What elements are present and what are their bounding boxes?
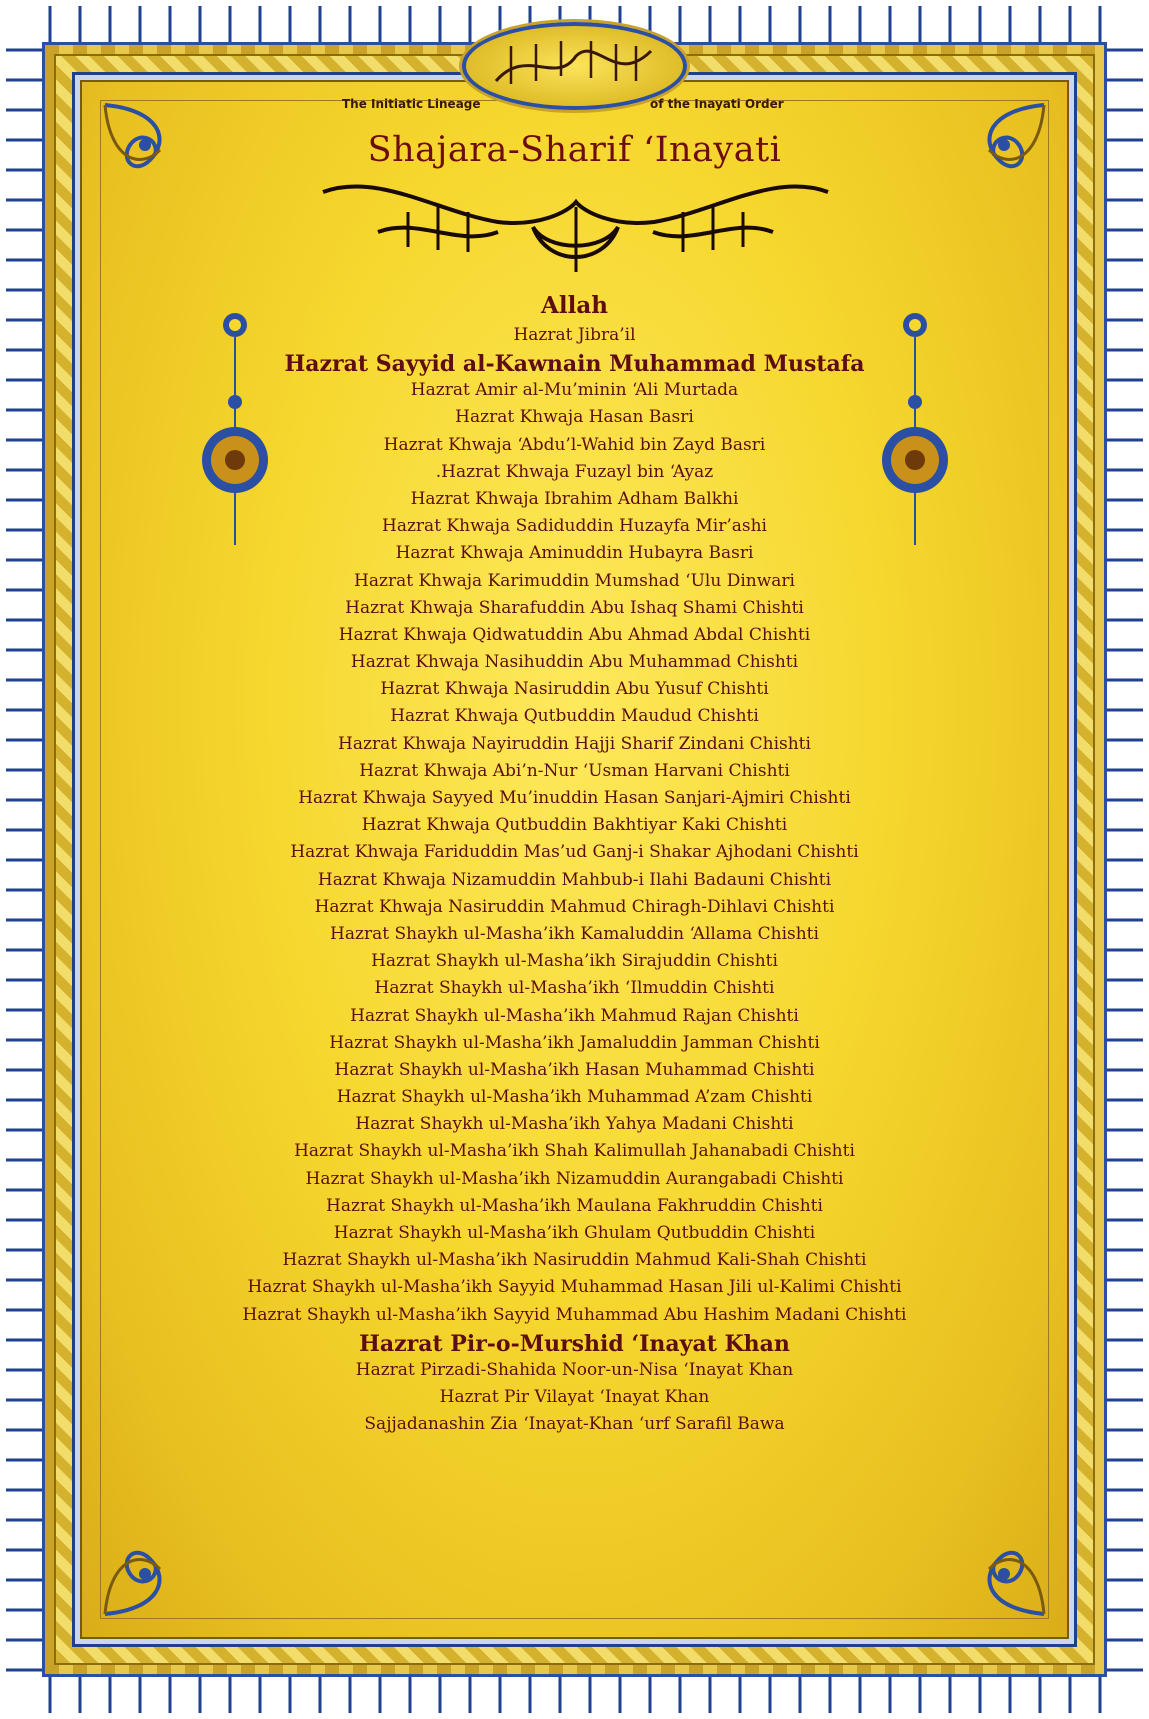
- lineage-item: Hazrat Shaykh ul-Masha’ikh Sirajuddin Chishti: [371, 951, 778, 972]
- subtitle-left: The Initiatic Lineage: [342, 97, 481, 111]
- lineage-item: Hazrat Khwaja Abi’n-Nur ‘Usman Harvani Chishti: [359, 760, 790, 781]
- lineage-item: Hazrat Khwaja Sadiduddin Huzayfa Mir’ashi: [382, 516, 767, 537]
- lineage-item: Hazrat Khwaja Karimuddin Mumshad ‘Ulu Dinwari: [354, 570, 795, 591]
- corner-ornament-top-left: [100, 100, 250, 250]
- lineage-item: Hazrat Shaykh ul-Masha’ikh Sayyid Muhammad Hasan Jili ul-Kalimi Chishti: [247, 1277, 902, 1298]
- lineage-item: Hazrat Khwaja Sayyed Mu’inuddin Hasan Sanjari-Ajmiri Chishti: [298, 788, 851, 808]
- lineage-item: Hazrat Khwaja Fariduddin Mas’ud Ganj-i Shakar Ajhodani Chishti: [290, 842, 859, 863]
- lineage-item: Hazrat Shaykh ul-Masha’ikh Yahya Madani Chishti: [355, 1114, 794, 1135]
- lineage-item: Hazrat Khwaja Nasihuddin Abu Muhammad Chishti: [350, 652, 799, 673]
- lineage-item: Hazrat Khwaja Nasiruddin Abu Yusuf Chishti: [380, 679, 769, 700]
- subtitle-right: of the Inayati Order: [650, 97, 784, 111]
- lineage-item: Hazrat Khwaja Hasan Basri: [455, 407, 694, 428]
- lineage-item: Hazrat Shaykh ul-Masha’ikh ‘Ilmuddin Chishti: [374, 978, 775, 999]
- lineage-item: Allah: [541, 292, 608, 319]
- lineage-item: Hazrat Khwaja Nasiruddin Mahmud Chiragh-Dihlavi Chishti: [314, 896, 835, 917]
- lineage-item: Hazrat Khwaja Ibrahim Adham Balkhi: [410, 488, 739, 509]
- lineage-item: Hazrat Shaykh ul-Masha’ikh Nizamuddin Aurangabadi Chishti: [305, 1168, 844, 1189]
- lineage-item: Hazrat Shaykh ul-Masha’ikh Mahmud Rajan Chishti: [350, 1005, 799, 1026]
- lineage-item: Hazrat Shaykh ul-Masha’ikh Maulana Fakhruddin Chishti: [326, 1195, 823, 1216]
- lineage-item: Hazrat Khwaja Nayiruddin Hajji Sharif Zindani Chishti: [338, 733, 811, 754]
- lineage-item: Hazrat Pirzadi-Shahida Noor-un-Nisa ‘Inayat Khan: [355, 1359, 794, 1380]
- lineage-item: Hazrat Shaykh ul-Masha’ikh Kamaluddin ‘Allama Chishti: [330, 923, 819, 944]
- lineage-item: Sajjadanashin Zia ‘Inayat-Khan ‘urf Sarafil Bawa: [364, 1414, 785, 1435]
- lineage-item: Hazrat Shaykh ul-Masha’ikh Shah Kalimullah Jahanabadi Chishti: [294, 1141, 855, 1162]
- lineage-item: Hazrat Shaykh ul-Masha’ikh Ghulam Qutbuddin Chishti: [333, 1223, 816, 1243]
- lineage-item: Hazrat Shaykh ul-Masha’ikh Muhammad A’zam Chishti: [336, 1087, 813, 1108]
- lineage-item: .Hazrat Khwaja Fuzayl bin ‘Ayaz: [435, 461, 714, 482]
- lineage-item: Hazrat Khwaja Aminuddin Hubayra Basri: [395, 543, 754, 564]
- lineage-item: Hazrat Khwaja Qutbuddin Maudud Chishti: [390, 706, 759, 727]
- lineage-item: Hazrat Pir-o-Murshid ‘Inayat Khan: [359, 1330, 790, 1357]
- lineage-item: Hazrat Shaykh ul-Masha’ikh Sayyid Muhammad Abu Hashim Madani Chishti: [242, 1304, 907, 1325]
- lineage-item: Hazrat Jibra’il: [513, 325, 636, 345]
- lineage-item: Hazrat Khwaja Nizamuddin Mahbub-i Ilahi Badauni Chishti: [317, 869, 832, 890]
- lineage-item: Hazrat Khwaja Sharafuddin Abu Ishaq Shami Chishti: [345, 597, 804, 618]
- corner-ornament-top-right: [899, 100, 1049, 250]
- lineage-item: Hazrat Pir Vilayat ‘Inayat Khan: [439, 1386, 710, 1407]
- lineage-item: Hazrat Amir al-Mu’minin ‘Ali Murtada: [410, 380, 739, 401]
- page-title: Shajara-Sharif ‘Inayati: [367, 130, 782, 170]
- lineage-item: Hazrat Khwaja ‘Abdu’l-Wahid bin Zayd Basri: [383, 434, 766, 455]
- lineage-item: Hazrat Khwaja Qutbuddin Bakhtiyar Kaki Chishti: [361, 815, 788, 836]
- lineage-item: Hazrat Khwaja Qidwatuddin Abu Ahmad Abdal Chishti: [338, 624, 811, 645]
- corner-ornament-bottom-right: [899, 1469, 1049, 1619]
- bismillah-calligraphy: [466, 26, 683, 106]
- arabic-calligraphy-emblem: [318, 172, 833, 282]
- corner-ornament-bottom-left: [100, 1469, 250, 1619]
- lineage-item: Hazrat Sayyid al-Kawnain Muhammad Mustafa: [284, 351, 865, 378]
- lineage-item: Hazrat Shaykh ul-Masha’ikh Jamaluddin Jamman Chishti: [329, 1032, 820, 1053]
- lineage-list: [140, 290, 1009, 1438]
- lineage-item: Hazrat Shaykh ul-Masha’ikh Hasan Muhammad Chishti: [334, 1059, 815, 1080]
- lineage-item: Hazrat Shaykh ul-Masha’ikh Nasiruddin Mahmud Kali-Shah Chishti: [282, 1250, 867, 1271]
